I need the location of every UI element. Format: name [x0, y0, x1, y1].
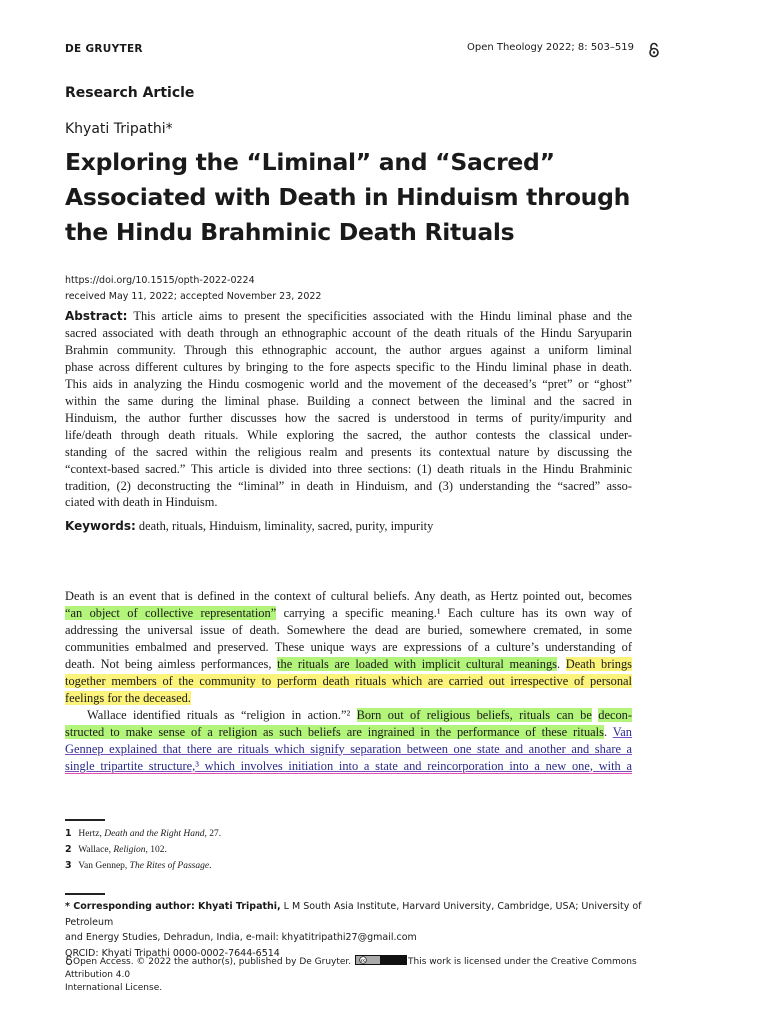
- cc-by-badge-icon[interactable]: [355, 955, 407, 965]
- abstract-line: tradition, (2) deconstructing the “liminal” in death in Hinduism, and (3) understanding the “sacred” asso-: [65, 478, 632, 493]
- body-line: death. Not being aimless performances, the rituals are loaded with implicit cultural meanings. Death brings: [65, 656, 632, 671]
- abstract-line: Hinduism, the author further discusses how the sacred is understood in terms of purity/impurity and: [65, 410, 632, 425]
- highlight-green[interactable]: structed to make sense of a religion as such beliefs are ingrained in the performance of these rituals: [65, 724, 604, 739]
- abstract-label: Abstract:: [65, 309, 128, 323]
- abstract-line: within the same during the liminal phase. Building a connect between the liminal and the sacred in: [65, 393, 632, 408]
- author-name: Khyati Tripathi*: [65, 121, 173, 137]
- author-email[interactable]: and Energy Studies, Dehradun, India, e-mail: khyatitripathi27@gmail.com: [65, 932, 417, 943]
- abstract-line: standing of the sacred within the religious realm and presents its contextual nature by discussing the: [65, 444, 632, 459]
- underlined-text[interactable]: Gennep explained that there are rituals which signify separation between one state and another and share a: [65, 741, 632, 756]
- keywords: [65, 519, 632, 534]
- article-meta: [65, 273, 321, 305]
- keywords-label: Keywords:: [65, 519, 136, 533]
- abstract-line: phase across different cultures by bringing to the fore aspects specific to the Hindu liminal phase in death.: [65, 359, 632, 374]
- svg-text:cc: cc: [360, 957, 366, 963]
- journal-reference: Open Theology 2022; 8: 503–519: [466, 42, 634, 53]
- title-line: Associated with Death in Hinduism through: [65, 183, 631, 211]
- footnotes: [65, 826, 221, 874]
- abstract-line: “context-based sacred.” This article is divided into three sections: (1) death rituals in the Hindu Brahminic: [65, 461, 632, 476]
- footnote: 1 Hertz, Death and the Right Hand, 27.: [65, 828, 222, 839]
- abstract-line: ciated with death in Hinduism.: [65, 495, 218, 510]
- corresponding-author: * Corresponding author: Khyati Tripathi, L M South Asia Institute, Harvard University, Cambridge, USA; University of Petroleum and Energy Studies, Dehradun, India, e-mail: khyatitripathi27@gmail.com ORCID: Khyati Tripathi 0000-0002-7644-6514: [65, 899, 645, 961]
- body-line: communities embalmed and preserved. These unique ways are expressions of a culture’s understanding of: [65, 639, 632, 654]
- highlight-green[interactable]: “an object of collective representation”: [65, 605, 277, 620]
- body-line: structed to make sense of a religion as such beliefs are ingrained in the performance of these rituals. Van: [65, 724, 632, 739]
- highlight-green[interactable]: the rituals are loaded with implicit cultural meanings: [277, 656, 557, 671]
- abstract: [65, 308, 632, 511]
- abstract-line: Brahmin community. Through this ethnographic account, the author argues against a uniform liminal: [65, 342, 632, 357]
- highlight-green[interactable]: Born out of religious beliefs, rituals can be: [356, 707, 592, 722]
- abstract-line: Abstract: This article aims to present the specificities associated with the Hindu liminal phase and the: [65, 309, 632, 323]
- body-line: [65, 741, 632, 758]
- highlight-yellow[interactable]: together members of the community to perform death rituals which are carried out irrespective of personal: [65, 673, 632, 688]
- corresponding-rule: [65, 893, 105, 895]
- underlined-text[interactable]: single tripartite structure,³ which involves initiation into a state and reincorporation into a new one, with a: [65, 758, 632, 773]
- underlined-text[interactable]: Van: [612, 724, 632, 739]
- body-line: [65, 690, 632, 707]
- highlight-green[interactable]: decon-: [598, 707, 632, 722]
- open-access-icon: [648, 42, 660, 58]
- article-dates: received May 11, 2022; accepted November 23, 2022: [65, 291, 322, 302]
- body-line: Death is an event that is defined in the context of cultural beliefs. Any death, as Hertz pointed out, becomes: [65, 589, 632, 603]
- title-line: the Hindu Brahminic Death Rituals: [65, 218, 515, 246]
- abstract-line: life/death through death rituals. While exploring the sacred, the author contests the classical under-: [65, 427, 632, 442]
- body-text: [65, 588, 632, 774]
- abstract-line: This aids in analyzing the Hindu cosmogenic world and the movement of the deceased’s “pret” or “ghost”: [65, 376, 632, 391]
- author-orcid[interactable]: ORCID: Khyati Tripathi 0000-0002-7644-6514: [65, 947, 280, 959]
- body-line: Wallace identified rituals as “religion in action.”² Born out of religious beliefs, rituals can be decon-: [87, 707, 632, 722]
- publisher-name: DE GRUYTER: [65, 43, 143, 55]
- highlight-yellow[interactable]: feelings for the deceased.: [65, 690, 191, 705]
- article-title: [65, 145, 685, 250]
- open-access-icon: [65, 955, 73, 965]
- abstract-line: sacred associated with death through an ethnographic account of the death rituals of the Hindu Saryuparin: [65, 325, 632, 340]
- body-line: [65, 758, 632, 775]
- body-line: addressing the universal issue of death. Somewhere the dead are buried, somewhere cremated, in some: [65, 622, 632, 637]
- body-line: “an object of collective representation” carrying a specific meaning.¹ Each culture has its own way of: [65, 605, 632, 620]
- footnote: 3 Van Gennep, The Rites of Passage.: [65, 860, 212, 871]
- license-statement: Open Access. © 2022 the author(s), published by De Gruyter. cc This work is licensed under the Creative Commons Attribution 4.0 International License.: [65, 957, 637, 993]
- highlight-yellow[interactable]: Death brings: [565, 656, 632, 671]
- title-line: Exploring the “Liminal” and “Sacred”: [65, 148, 555, 176]
- body-line: [65, 673, 632, 690]
- doi-link[interactable]: https://doi.org/10.1515/opth-2022-0224: [65, 275, 255, 286]
- article-type: Research Article: [65, 85, 195, 101]
- keywords-list: death, rituals, Hinduism, liminality, sacred, purity, impurity: [135, 519, 434, 533]
- footnote: 2 Wallace, Religion, 102.: [65, 844, 167, 855]
- footnote-rule: [65, 819, 105, 821]
